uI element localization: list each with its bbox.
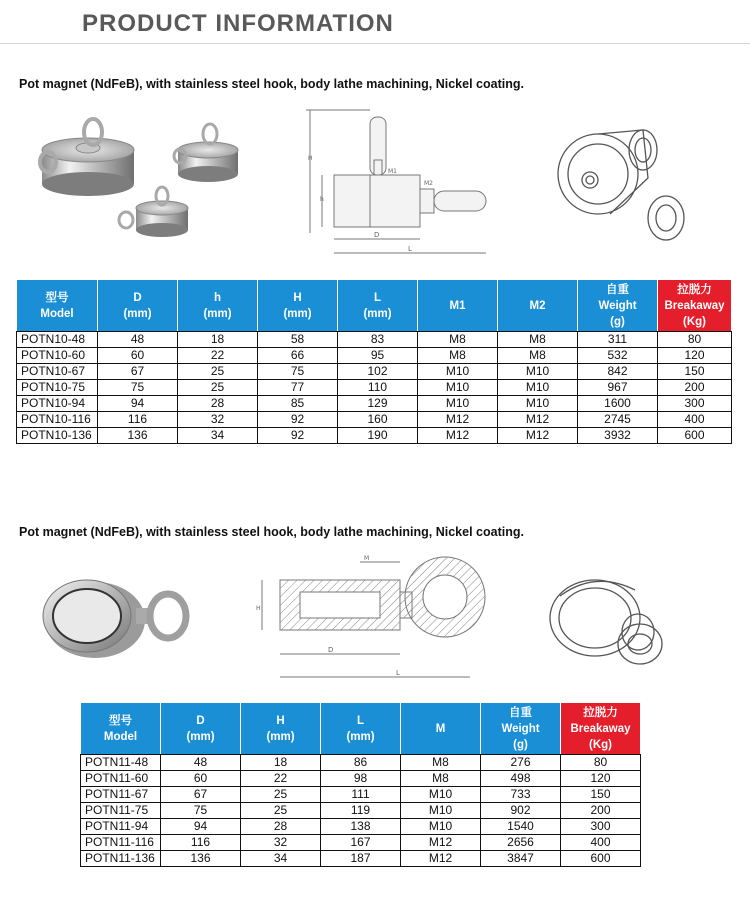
table-cell: 77 [258,380,338,396]
table-cell: 111 [321,787,401,803]
table-cell: 22 [178,348,258,364]
table-cell: 532 [578,348,658,364]
table-cell: 160 [338,412,418,428]
table-cell: M8 [418,348,498,364]
model-cell: POTN11-48 [81,755,161,771]
table-row [81,835,641,851]
model-cell: POTN11-116 [81,835,161,851]
table-cell: M12 [498,428,578,444]
table-cell: 2656 [481,835,561,851]
model-cell: POTN10-136 [17,428,98,444]
table-cell: 902 [481,803,561,819]
small-pot-magnet [119,187,188,237]
table-cell: 83 [338,332,418,348]
table-cell: 95 [338,348,418,364]
table-cell: 600 [561,851,641,867]
product-photo-1 [30,110,250,255]
header-model-2: 型号 Model [81,703,161,755]
table-cell: 67 [98,364,178,380]
header-model: 型号 Model [17,280,98,332]
table-cell: M8 [401,755,481,771]
table-cell: 120 [658,348,732,364]
model-cell: POTN10-48 [17,332,98,348]
table-cell: 1540 [481,819,561,835]
table-cell: 18 [178,332,258,348]
table-cell: 34 [241,851,321,867]
table-cell: 276 [481,755,561,771]
table-cell: 94 [98,396,178,412]
table-cell: 94 [161,819,241,835]
table-cell: 311 [578,332,658,348]
table-cell: M8 [498,332,578,348]
model-cell: POTN10-67 [17,364,98,380]
product-description-1: Pot magnet (NdFeB), with stainless steel hook, body lathe machining, Nickel coating. [19,77,524,91]
table-cell: 200 [561,803,641,819]
table-cell: M8 [418,332,498,348]
table-cell: 18 [241,755,321,771]
model-cell: POTN11-75 [81,803,161,819]
header-h-2: H (mm) [241,703,321,755]
model-cell: POTN10-60 [17,348,98,364]
table-row [17,428,732,444]
table-cell: M10 [401,787,481,803]
table-cell: 733 [481,787,561,803]
table-cell: 32 [241,835,321,851]
table-cell: 136 [161,851,241,867]
table-cell: 167 [321,835,401,851]
table-cell: 98 [321,771,401,787]
table-cell: 28 [178,396,258,412]
table-cell: 75 [161,803,241,819]
product-description-2: Pot magnet (NdFeB), with stainless steel hook, body lathe machining, Nickel coating. [19,525,524,539]
table-cell: 498 [481,771,561,787]
dim-label-m1: M1 [388,168,397,175]
header-m2: M2 [498,280,578,332]
header-m-2: M [401,703,481,755]
table-row [81,803,641,819]
table-cell: 60 [161,771,241,787]
table-cell: M10 [401,803,481,819]
dim-label-hh: H [308,155,313,162]
header-h-small: h (mm) [178,280,258,332]
table-cell: 75 [258,364,338,380]
table-cell: 60 [98,348,178,364]
table-cell: 92 [258,428,338,444]
table-cell: 28 [241,819,321,835]
dim-label-h2: H [256,605,261,612]
table-cell: 187 [321,851,401,867]
table-cell: 32 [178,412,258,428]
model-cell: POTN10-94 [17,396,98,412]
header-l: L (mm) [338,280,418,332]
dim-label-d: D [374,231,380,239]
table-cell: 150 [561,787,641,803]
table-cell: M8 [401,771,481,787]
title-divider [0,43,750,44]
spec-table-2 [80,702,641,867]
table-cell: 25 [178,364,258,380]
table-cell: 116 [161,835,241,851]
table-cell: 200 [658,380,732,396]
table-cell: M12 [418,412,498,428]
table-cell: 150 [658,364,732,380]
dim-label-l: L [408,245,412,253]
table-cell: M8 [498,348,578,364]
table-cell: 116 [98,412,178,428]
model-cell: POTN11-136 [81,851,161,867]
table-cell: 138 [321,819,401,835]
table-cell: 86 [321,755,401,771]
table-cell: 66 [258,348,338,364]
table-cell: 1600 [578,396,658,412]
dim-label-d2: D [328,646,334,654]
model-cell: POTN10-116 [17,412,98,428]
dim-label-m: M [364,555,370,562]
table-row [17,380,732,396]
table-cell: 190 [338,428,418,444]
table-cell: M12 [418,428,498,444]
table-row [17,412,732,428]
table-cell: 600 [658,428,732,444]
table-row [81,787,641,803]
table-row [81,771,641,787]
line-illustration-2 [540,570,690,680]
header-breakaway: 拉脱力 Breakaway (Kg) [658,280,732,332]
table-cell: M10 [498,364,578,380]
model-cell: POTN11-67 [81,787,161,803]
dim-label-l2: L [396,669,400,677]
table-row [17,364,732,380]
table-cell: 25 [241,803,321,819]
header-d: D (mm) [98,280,178,332]
page-title: PRODUCT INFORMATION [82,10,394,37]
table-cell: M10 [498,380,578,396]
table-row [81,819,641,835]
table-row [17,348,732,364]
table-cell: 48 [98,332,178,348]
table-cell: 136 [98,428,178,444]
table-cell: M10 [418,380,498,396]
table-cell: 120 [561,771,641,787]
table-cell: 25 [241,787,321,803]
model-cell: POTN10-75 [17,380,98,396]
table-cell: 300 [561,819,641,835]
table-cell: 2745 [578,412,658,428]
product-photo-2 [40,570,200,660]
model-cell: POTN11-60 [81,771,161,787]
table-cell: 25 [178,380,258,396]
header-l-2: L (mm) [321,703,401,755]
spec-table-1 [16,279,732,444]
large-pot-magnet [40,119,134,196]
table-cell: 110 [338,380,418,396]
dim-label-h: h [320,196,324,203]
table-row [81,755,641,771]
table-cell: 58 [258,332,338,348]
header-weight: 自重 Weight (g) [578,280,658,332]
table-cell: 967 [578,380,658,396]
table-cell: 75 [98,380,178,396]
table-cell: 129 [338,396,418,412]
header-breakaway-2: 拉脱力 Breakaway (Kg) [561,703,641,755]
table-cell: 3932 [578,428,658,444]
medium-pot-magnet [174,124,238,182]
dim-label-m2: M2 [424,180,433,187]
technical-drawing-2 [240,552,490,697]
table-cell: 842 [578,364,658,380]
table-row [17,332,732,348]
table-cell: 102 [338,364,418,380]
table-row [17,396,732,412]
header-weight-2: 自重 Weight (g) [481,703,561,755]
model-cell: POTN11-94 [81,819,161,835]
table-cell: 3847 [481,851,561,867]
table-cell: 34 [178,428,258,444]
table-cell: M12 [401,835,481,851]
table-cell: M10 [418,396,498,412]
table-cell: M10 [401,819,481,835]
line-illustration-1 [548,118,698,248]
table-cell: 85 [258,396,338,412]
table-cell: M12 [498,412,578,428]
table-cell: 92 [258,412,338,428]
table-cell: M12 [401,851,481,867]
table-cell: M10 [498,396,578,412]
table-cell: 119 [321,803,401,819]
table-cell: 22 [241,771,321,787]
table-row [81,851,641,867]
table-cell: 48 [161,755,241,771]
table-cell: 67 [161,787,241,803]
table-cell: 400 [561,835,641,851]
header-d-2: D (mm) [161,703,241,755]
header-h: H (mm) [258,280,338,332]
technical-drawing-1 [300,105,500,265]
table-cell: 400 [658,412,732,428]
table-cell: 80 [658,332,732,348]
table-cell: 300 [658,396,732,412]
table-cell: M10 [418,364,498,380]
header-m1: M1 [418,280,498,332]
table-cell: 80 [561,755,641,771]
